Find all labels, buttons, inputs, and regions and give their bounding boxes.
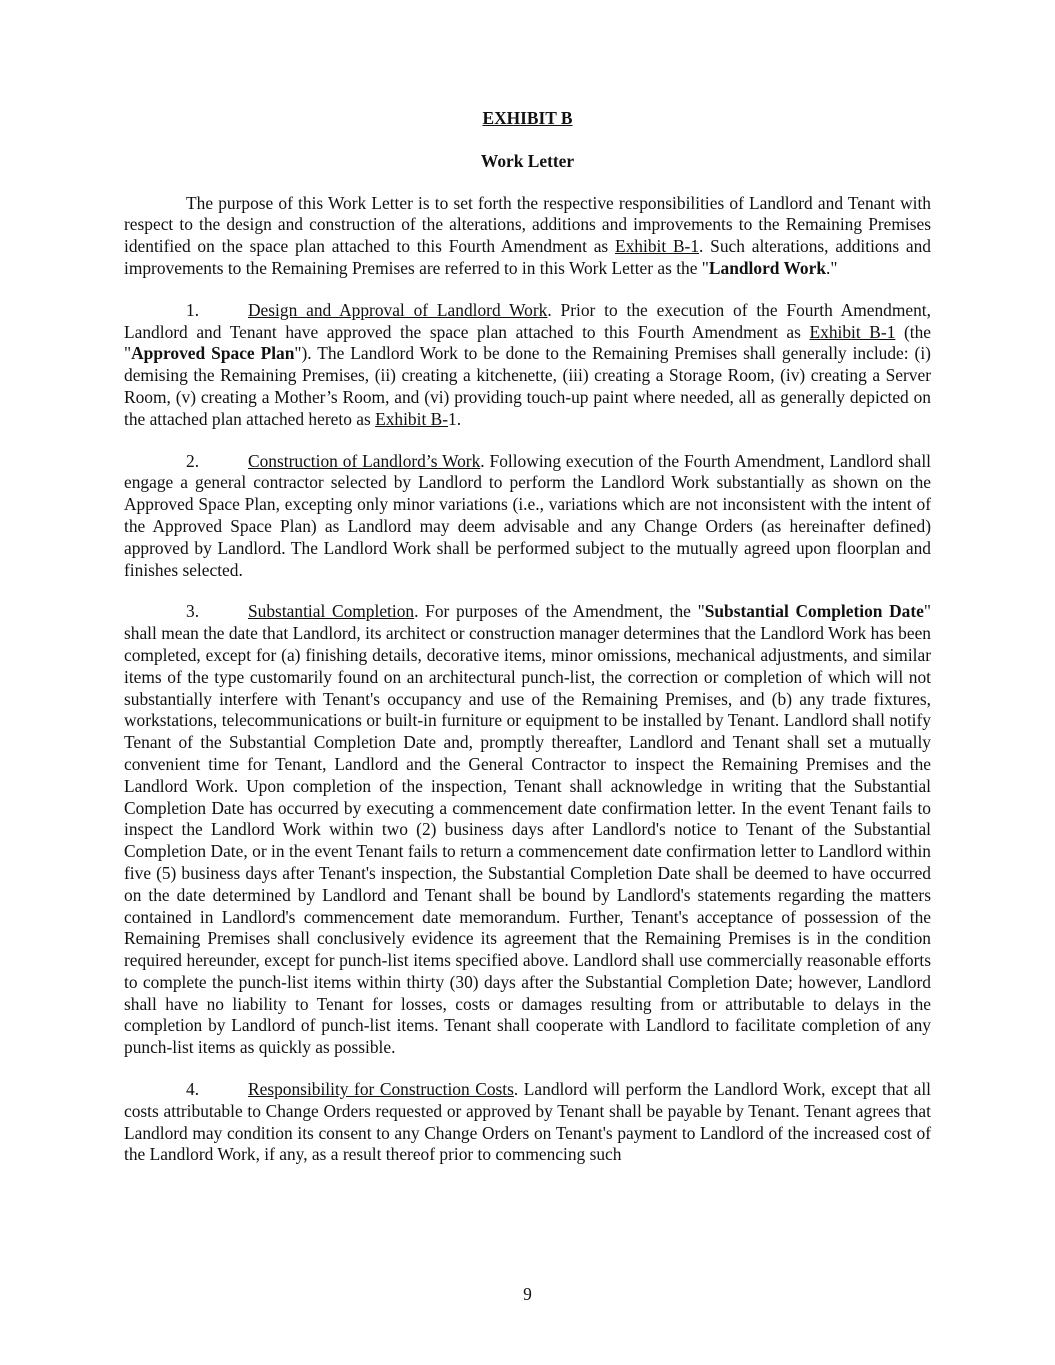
- work-letter-subtitle: Work Letter: [480, 150, 575, 171]
- section-1-paragraph: [124, 300, 931, 431]
- section-4-text-1: . Landlord will perform the Landlord Work, except that all costs attributable to Change Orders requested or approved by Tenant shall be payable by Tenant. Tenant agrees that Landlord may condition its consent to any Change Orders on Tenant's payment to Landlord of the increased cost of the Landlord Work, if any, as a result thereof prior to commencing such: [124, 1079, 931, 1165]
- section-2-text-1: . Following execution of the Fourth Amendment, Landlord shall engage a general contractor selected by Landlord to perform the Landlord Work substantially as shown on the Approved Space Plan, excepting only minor variations (i.e., variations which are not inconsistent with the intent of the Approved Space Plan) as Landlord may deem advisable and any Change Orders (as hereinafter defined) approved by Landlord. The Landlord Work shall be performed subject to the mutually agreed upon floorplan and finishes selected.: [124, 450, 931, 580]
- section-1-number: 1.: [186, 299, 200, 320]
- page-number: 9: [523, 1284, 532, 1304]
- section-4-heading: Responsibility for Construction Costs: [248, 1079, 514, 1100]
- section-4-paragraph: [124, 1079, 931, 1166]
- exhibit-b1-reference: Exhibit B-1: [614, 236, 700, 257]
- section-2-paragraph: [124, 451, 931, 582]
- document-page: [124, 108, 931, 1186]
- landlord-work-term: Landlord Work: [708, 257, 827, 278]
- section-1-text-1: . Prior to the execution of the Fourth Amendment, Landlord and Tenant have approved the space plan attached to this Fourth Amendment as: [124, 299, 931, 342]
- section-3-text-2: " shall mean the date that Landlord, its architect or construction manager determines that the Landlord Work has been completed, except for (a) finishing details, decorative items, minor omissions, mechanical adjustments, and similar items of the type customarily found on an architectural punch-list, the correction or completion of which will not substantially interfere with Tenant's occupancy and use of the Remaining Premises, and (b) any trade fixtures, workstations, telecommunications or built-in furniture or equipment to be installed by Tenant. Landlord shall notify Tenant of the Substantial Completion Date and, promptly thereafter, Landlord and Tenant shall set a mutually convenient time for Tenant, Landlord and the General Contractor to inspect the Remaining Premises and the Landlord Work. Upon completion of the inspection, Tenant shall acknowledge in writing that the Substantial Completion Date has occurred by executing a commencement date confirmation letter. In the event Tenant fails to inspect the Landlord Work within two (2) business days after Landlord's notice to Tenant of the Substantial Completion Date, or in the event Tenant fails to return a commencement date confirmation letter to Landlord within five (5) business days after Tenant's inspection, the Substantial Completion Date shall be deemed to have occurred on the date determined by Landlord and Tenant shall be bound by Landlord's statements regarding the matters contained in Landlord's commencement date memorandum. Further, Tenant's acceptance of possession of the Remaining Premises shall conclusively evidence its agreement that the Remaining Premises is in the condition required hereunder, except for punch-list items specified above. Landlord shall use commercially reasonable efforts to complete the punch-list items within thirty (30) days after the Substantial Completion Date; however, Landlord shall have no liability to Tenant for losses, costs or damages resulting from or attributable to delays in the completion by Landlord of punch-list items. Tenant shall cooperate with Landlord to facilitate completion of any punch-list items as quickly as possible.: [124, 601, 931, 1058]
- intro-text-1: The purpose of this Work Letter is to set forth the respective responsibilities of Landlord and Tenant with respect to the design and construction of the alterations, additions and improvements to the Remaining Premises identified on the space plan attached to this Fourth Amendment as: [124, 192, 931, 257]
- section-1-text-3: "). The Landlord Work to be done to the Remaining Premises shall generally include: (i) demising the Remaining Premises, (ii) creating a kitchenette, (iii) creating a Storage Room, (iv) creating a Server Room, (v) creating a Mother’s Room, and (vi) providing touch-up paint where needed, all as generally depicted on the attached plan attached hereto as: [124, 343, 931, 429]
- substantial-completion-date-term: Substantial Completion Date: [704, 601, 924, 622]
- section-3-heading: Substantial Completion: [248, 601, 415, 622]
- exhibit-b1-reference: Exhibit B-1: [809, 321, 896, 342]
- section-1-text-4: 1.: [448, 408, 462, 429]
- section-2-number: 2.: [186, 450, 200, 471]
- section-3-number: 3.: [186, 601, 200, 622]
- exhibit-title: EXHIBIT B: [482, 108, 573, 128]
- approved-space-plan-term: Approved Space Plan: [131, 343, 295, 364]
- intro-text-2: . Such alterations, additions and improvements to the Remaining Premises are referred to in this Work Letter as the ": [124, 236, 931, 278]
- section-1-text-2: (the ": [124, 321, 932, 364]
- intro-text-3: .": [826, 257, 838, 278]
- section-4-number: 4.: [186, 1079, 200, 1100]
- section-3-paragraph: [124, 601, 931, 1059]
- section-3-text-1: . For purposes of the Amendment, the ": [414, 601, 705, 622]
- intro-paragraph: [124, 193, 931, 280]
- exhibit-b-reference: Exhibit B-: [375, 408, 449, 429]
- section-2-heading: Construction of Landlord’s Work: [248, 450, 481, 471]
- section-1-heading: Design and Approval of Landlord Work: [248, 299, 548, 320]
